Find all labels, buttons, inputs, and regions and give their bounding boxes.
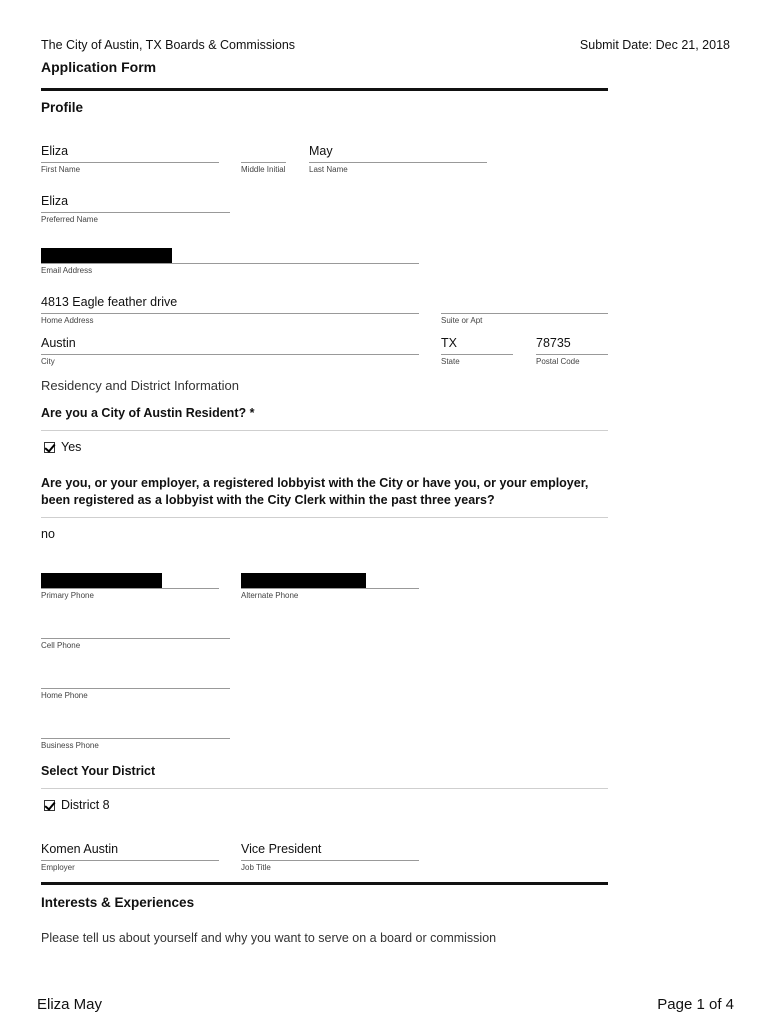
question-divider — [41, 430, 608, 431]
lobbyist-answer: no — [41, 527, 55, 541]
city-field — [41, 332, 419, 366]
home-address-field — [41, 291, 419, 325]
city-value: Austin — [41, 336, 76, 350]
checked-checkbox-icon — [44, 800, 55, 811]
home-phone-field — [41, 666, 230, 700]
field-underline — [41, 688, 230, 689]
lobbyist-question-line2: been registered as a lobbyist with the City Clerk within the past three years? — [41, 493, 495, 507]
field-underline — [41, 263, 419, 264]
resident-question: Are you a City of Austin Resident? * — [41, 406, 255, 420]
field-underline — [536, 354, 608, 355]
home-phone-label: Home Phone — [41, 691, 88, 700]
field-underline — [309, 162, 487, 163]
footer-applicant-name: Eliza May — [37, 996, 103, 1013]
district-answer — [44, 798, 110, 812]
interests-prompt: Please tell us about yourself and why you want to serve on a board or commission — [41, 931, 497, 945]
lobbyist-question — [41, 475, 588, 509]
job-title-value: Vice President — [241, 842, 322, 856]
district-answer-text: District 8 — [61, 798, 110, 812]
redacted-primary-phone — [41, 573, 162, 588]
job-title-label: Job Title — [241, 863, 271, 872]
lobbyist-question-line1: Are you, or your employer, a registered lobbyist with the City or have you, or your employer, — [41, 476, 589, 490]
employer-field — [41, 838, 219, 872]
field-underline — [241, 860, 419, 861]
field-underline — [241, 588, 419, 589]
field-underline — [41, 313, 419, 314]
field-underline — [41, 638, 230, 639]
question-divider — [41, 788, 608, 789]
redacted-email — [41, 248, 172, 263]
checked-checkbox-icon — [44, 442, 55, 453]
cell-phone-field — [41, 616, 230, 650]
email-field — [41, 241, 419, 275]
field-underline — [41, 860, 219, 861]
state-field — [441, 332, 513, 366]
last-name-value: May — [309, 144, 333, 158]
postal-code-field — [536, 332, 608, 366]
field-underline — [41, 212, 230, 213]
alternate-phone-label: Alternate Phone — [241, 591, 299, 600]
redacted-alternate-phone — [241, 573, 366, 588]
last-name-label: Last Name — [309, 165, 348, 174]
resident-answer-text: Yes — [61, 440, 82, 454]
field-underline — [441, 313, 608, 314]
organization-name: The City of Austin, TX Boards & Commissions — [41, 38, 296, 52]
state-value: TX — [441, 336, 457, 350]
first-name-field — [41, 140, 219, 174]
preferred-name-label: Preferred Name — [41, 215, 98, 224]
resident-answer — [44, 440, 81, 454]
submit-date: Submit Date: Dec 21, 2018 — [579, 38, 730, 52]
primary-phone-label: Primary Phone — [41, 591, 94, 600]
page-number: Page 1 of 4 — [657, 996, 734, 1013]
cell-phone-label: Cell Phone — [41, 641, 81, 650]
section-divider — [41, 882, 608, 885]
field-underline — [41, 738, 230, 739]
field-underline — [41, 162, 219, 163]
employer-value: Komen Austin — [41, 842, 119, 856]
home-address-value: 4813 Eagle feather drive — [41, 295, 178, 309]
business-phone-label: Business Phone — [41, 741, 99, 750]
interests-heading: Interests & Experiences — [41, 895, 195, 910]
first-name-value: Eliza — [41, 144, 69, 158]
preferred-name-field — [41, 190, 230, 224]
question-divider — [41, 517, 608, 518]
first-name-label: First Name — [41, 165, 81, 174]
district-heading: Select Your District — [41, 764, 156, 778]
suite-field — [441, 291, 608, 325]
employer-label: Employer — [41, 863, 75, 872]
middle-initial-field — [241, 140, 286, 174]
section-divider — [41, 88, 608, 91]
field-underline — [41, 354, 419, 355]
email-label: Email Address — [41, 266, 93, 275]
postal-code-value: 78735 — [536, 336, 571, 350]
last-name-field — [309, 140, 487, 174]
field-underline — [241, 162, 286, 163]
field-underline — [441, 354, 513, 355]
preferred-name-value: Eliza — [41, 194, 69, 208]
primary-phone-field — [41, 566, 219, 600]
home-address-label: Home Address — [41, 316, 94, 325]
form-title: Application Form — [41, 59, 157, 75]
suite-label: Suite or Apt — [441, 316, 483, 325]
business-phone-field — [41, 716, 230, 750]
profile-heading: Profile — [41, 100, 84, 115]
postal-code-label: Postal Code — [536, 357, 580, 366]
city-label: City — [41, 357, 55, 366]
residency-heading: Residency and District Information — [41, 378, 239, 393]
job-title-field — [241, 838, 419, 872]
state-label: State — [441, 357, 460, 366]
alternate-phone-field — [241, 566, 419, 600]
field-underline — [41, 588, 219, 589]
middle-initial-label: Middle Initial — [241, 165, 286, 174]
